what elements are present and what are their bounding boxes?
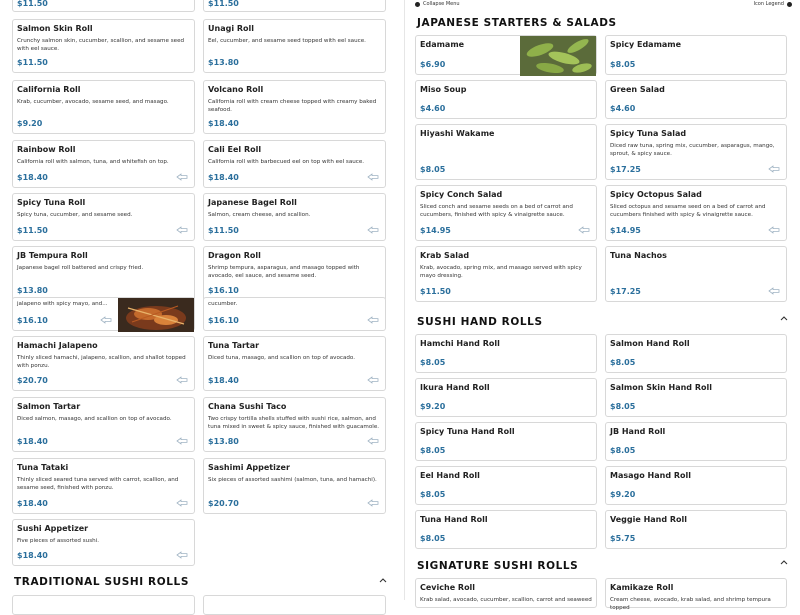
item-name: Spicy Conch Salad	[420, 190, 503, 199]
item-price: $8.05	[420, 534, 446, 543]
item-price: $4.60	[610, 104, 636, 113]
item-description: Krab salad, avocado, cucumber, scallion, carrot and seaweed	[420, 597, 592, 603]
share-icon[interactable]	[367, 437, 379, 445]
item-price: $4.60	[420, 104, 446, 113]
menu-item-card[interactable]	[203, 336, 386, 391]
section-title-traditional: TRADITIONAL SUSHI ROLLS	[14, 576, 190, 588]
menu-item-card[interactable]	[12, 297, 195, 331]
item-description: Crunchy salmon skin, cucumber, scallion, and sesame seed with eel sauce.	[17, 38, 185, 53]
item-price: $11.50	[420, 287, 451, 296]
item-description: Diced salmon, masago, and scallion on top of avocado.	[17, 416, 172, 422]
item-name: Tuna Tartar	[208, 341, 260, 350]
hand-roll-card[interactable]	[605, 466, 787, 505]
menu-item-card[interactable]	[203, 193, 386, 241]
item-description: Eel, cucumber, and sesame seed topped with eel sauce.	[208, 38, 366, 44]
menu-item-card[interactable]	[415, 124, 597, 180]
item-price: $8.05	[610, 358, 636, 367]
collapse-caret-icon[interactable]	[779, 558, 789, 566]
item-price: $9.20	[17, 119, 43, 128]
menu-item-card[interactable]	[605, 246, 787, 302]
item-name: Spicy Tuna Hand Roll	[420, 427, 515, 436]
item-price: $18.40	[208, 119, 239, 128]
item-name: Spicy Tuna Salad	[610, 129, 687, 138]
item-name: Miso Soup	[420, 85, 467, 94]
menu-item-card[interactable]	[12, 193, 195, 241]
item-price: $18.40	[208, 376, 239, 385]
item-name: Spicy Octopus Salad	[610, 190, 702, 199]
hand-roll-card[interactable]	[415, 334, 597, 373]
item-description: Thinly sliced seared tuna served with carrot, scallion, and sesame seed, finished with ponzu.	[17, 477, 179, 492]
item-price: $18.40	[17, 437, 48, 446]
menu-item-card[interactable]	[12, 519, 195, 566]
left-menu-column	[0, 0, 400, 600]
share-icon[interactable]	[176, 376, 188, 384]
menu-item-card[interactable]	[12, 19, 195, 73]
share-icon[interactable]	[367, 173, 379, 181]
menu-item-card[interactable]	[415, 185, 597, 241]
section-title-signature: SIGNATURE SUSHI ROLLS	[417, 560, 579, 572]
item-description: Diced raw tuna, spring mix, cucumber, asparagus, mango, sprout, & spicy sauce.	[610, 143, 775, 158]
collapse-menu-label: Collapse Menu	[423, 1, 460, 7]
item-description: Thinly sliced hamachi, jalapeno, scallion, and shallot topped with ponzu.	[17, 355, 186, 370]
item-price: $11.50	[208, 0, 239, 8]
hand-roll-card[interactable]	[605, 422, 787, 461]
item-name: Salmon Skin Roll	[17, 24, 93, 33]
item-price: $13.80	[17, 286, 48, 295]
menu-item-card[interactable]	[605, 80, 787, 119]
icon-legend-button[interactable]	[754, 1, 792, 7]
menu-item-card[interactable]	[12, 336, 195, 391]
item-price: $16.10	[17, 316, 48, 325]
item-name: Salmon Skin Hand Roll	[610, 383, 712, 392]
item-price: $11.50	[17, 58, 48, 67]
item-price: $20.70	[17, 376, 48, 385]
item-description: Six pieces of assorted sashimi (salmon, tuna, and hamachi).	[208, 477, 377, 483]
hand-roll-card[interactable]	[415, 378, 597, 417]
item-name: Tuna Tataki	[17, 463, 69, 472]
item-price: $5.75	[610, 534, 636, 543]
menu-item-card[interactable]	[203, 595, 386, 615]
menu-item-card[interactable]	[12, 80, 195, 134]
item-name: Rainbow Roll	[17, 145, 76, 154]
item-description: Japanese bagel roll battered and crispy fried.	[17, 265, 144, 271]
item-description: Salmon, cream cheese, and scallion.	[208, 212, 311, 218]
share-icon[interactable]	[176, 226, 188, 234]
hand-roll-card[interactable]	[605, 378, 787, 417]
item-description: cucumber.	[208, 301, 238, 307]
menu-item-card[interactable]	[12, 0, 195, 12]
item-price: $18.40	[208, 173, 239, 182]
item-name: Spicy Tuna Roll	[17, 198, 86, 207]
item-price: $20.70	[208, 499, 239, 508]
hand-roll-card[interactable]	[415, 510, 597, 549]
share-icon[interactable]	[176, 499, 188, 507]
menu-item-card[interactable]	[203, 80, 386, 134]
menu-item-card[interactable]	[203, 0, 386, 12]
menu-item-card[interactable]	[203, 297, 386, 331]
share-icon[interactable]	[768, 165, 780, 173]
item-price: $16.10	[208, 286, 239, 295]
menu-item-card[interactable]	[605, 35, 787, 75]
share-icon[interactable]	[367, 376, 379, 384]
item-description: California roll with cream cheese topped with creamy baked seafood.	[208, 99, 377, 114]
item-price: $8.05	[610, 402, 636, 411]
share-icon[interactable]	[578, 226, 590, 234]
item-price: $8.05	[420, 490, 446, 499]
hand-roll-card[interactable]	[415, 466, 597, 505]
item-price: $8.05	[420, 358, 446, 367]
item-price: $6.90	[420, 60, 446, 69]
item-name: Ikura Hand Roll	[420, 383, 490, 392]
share-icon[interactable]	[768, 226, 780, 234]
item-name: Tuna Hand Roll	[420, 515, 488, 524]
item-description: jalapeno with spicy mayo, and...	[17, 301, 108, 307]
section-title-starters: JAPANESE STARTERS & SALADS	[417, 17, 617, 29]
item-name: California Roll	[17, 85, 81, 94]
top-toolbar	[415, 0, 792, 10]
share-icon[interactable]	[176, 551, 188, 559]
menu-item-card[interactable]	[203, 397, 386, 452]
item-name: Green Salad	[610, 85, 665, 94]
menu-item-card[interactable]	[415, 246, 597, 302]
collapse-caret-icon[interactable]	[779, 314, 789, 322]
item-price: $8.05	[420, 165, 446, 174]
menu-item-card[interactable]	[203, 140, 386, 188]
menu-item-card[interactable]	[605, 185, 787, 241]
item-name: JB Hand Roll	[610, 427, 666, 436]
item-name: Spicy Edamame	[610, 40, 682, 49]
section-title-hand-rolls: SUSHI HAND ROLLS	[417, 316, 543, 328]
item-description: Shrimp tempura, asparagus, and masago topped with avocado, eel sauce, and sesame seed.	[208, 265, 360, 280]
menu-item-card[interactable]	[203, 458, 386, 514]
food-photo	[520, 36, 596, 76]
menu-item-card[interactable]	[12, 140, 195, 188]
item-price: $8.05	[610, 60, 636, 69]
share-icon[interactable]	[367, 499, 379, 507]
item-description: Sliced octopus and sesame seed on a bed of carrot and cucumbers finished with spicy & vinaigrette sauce.	[610, 204, 766, 219]
item-price: $11.50	[17, 0, 48, 8]
collapse-caret-icon[interactable]	[378, 576, 388, 584]
item-name: Ceviche Roll	[420, 583, 476, 592]
menu-item-card[interactable]	[12, 595, 195, 615]
item-price: $17.25	[610, 287, 641, 296]
item-description: Diced tuna, masago, and scallion on top of avocado.	[208, 355, 356, 361]
item-description: California roll with barbecued eel on top with eel sauce.	[208, 159, 365, 165]
share-icon[interactable]	[100, 316, 112, 324]
share-icon[interactable]	[768, 287, 780, 295]
menu-item-card[interactable]	[12, 246, 195, 301]
item-name: Chana Sushi Taco	[208, 402, 287, 411]
item-description: Krab, cucumber, avocado, sesame seed, and masago.	[17, 99, 169, 105]
item-price: $9.20	[420, 402, 446, 411]
item-name: Unagi Roll	[208, 24, 254, 33]
item-price: $14.95	[610, 226, 641, 235]
item-name: Hiyashi Wakame	[420, 129, 495, 138]
item-name: Krab Salad	[420, 251, 470, 260]
menu-item-card[interactable]	[605, 124, 787, 180]
item-description: Two crispy tortilla shells stuffed with sushi rice, salmon, and tuna mixed in sweet & spicy sauce, finished with guacamole.	[208, 416, 380, 431]
item-description: Cream cheese, avocado, krab salad, and shrimp tempura topped	[610, 597, 771, 612]
item-price: $13.80	[208, 437, 239, 446]
menu-item-card[interactable]	[203, 19, 386, 73]
item-price: $14.95	[420, 226, 451, 235]
item-name: Masago Hand Roll	[610, 471, 691, 480]
item-name: Hamchi Hand Roll	[420, 339, 500, 348]
item-name: Edamame	[420, 40, 465, 49]
icon-legend-label: Icon Legend	[753, 1, 784, 7]
legend-dot-icon	[787, 2, 792, 7]
menu-item-card[interactable]	[415, 35, 597, 75]
item-name: Volcano Roll	[208, 85, 264, 94]
item-name: Salmon Hand Roll	[610, 339, 690, 348]
item-name: Veggie Hand Roll	[610, 515, 688, 524]
item-price: $11.50	[208, 226, 239, 235]
collapse-menu-button[interactable]	[415, 1, 460, 7]
menu-item-card[interactable]	[415, 80, 597, 119]
right-menu-column	[404, 0, 800, 612]
item-description: Sliced conch and sesame seeds on a bed of carrot and cucumbers, finished with spicy & vinaigrette sauce.	[420, 204, 573, 219]
food-photo	[118, 298, 194, 332]
menu-item-card[interactable]	[12, 458, 195, 514]
collapse-dot-icon	[415, 2, 420, 7]
hand-roll-card[interactable]	[605, 510, 787, 549]
item-price: $17.25	[610, 165, 641, 174]
item-name: Hamachi Jalapeno	[17, 341, 98, 350]
menu-item-card[interactable]	[415, 578, 597, 608]
item-price: $8.05	[420, 446, 446, 455]
item-name: Cali Eel Roll	[208, 145, 262, 154]
share-icon[interactable]	[367, 316, 379, 324]
item-price: $11.50	[17, 226, 48, 235]
menu-item-card[interactable]	[12, 397, 195, 452]
item-name: Eel Hand Roll	[420, 471, 480, 480]
share-icon[interactable]	[176, 437, 188, 445]
item-name: Japanese Bagel Roll	[208, 198, 297, 207]
item-name: Sashimi Appetizer	[208, 463, 290, 472]
item-price: $13.80	[208, 58, 239, 67]
item-name: Tuna Nachos	[610, 251, 667, 260]
item-price: $18.40	[17, 551, 48, 560]
item-price: $18.40	[17, 499, 48, 508]
hand-roll-card[interactable]	[605, 334, 787, 373]
menu-item-card[interactable]	[605, 578, 787, 612]
menu-item-card[interactable]	[203, 246, 386, 301]
item-name: Salmon Tartar	[17, 402, 81, 411]
item-description: Krab, avocado, spring mix, and masago served with spicy mayo dressing.	[420, 265, 582, 280]
item-description: Spicy tuna, cucumber, and sesame seed.	[17, 212, 133, 218]
share-icon[interactable]	[176, 173, 188, 181]
share-icon[interactable]	[367, 226, 379, 234]
item-name: JB Tempura Roll	[17, 251, 88, 260]
item-price: $18.40	[17, 173, 48, 182]
item-price: $16.10	[208, 316, 239, 325]
item-name: Kamikaze Roll	[610, 583, 674, 592]
item-price: $9.20	[610, 490, 636, 499]
hand-roll-card[interactable]	[415, 422, 597, 461]
item-name: Dragon Roll	[208, 251, 261, 260]
item-price: $8.05	[610, 446, 636, 455]
item-description: California roll with salmon, tuna, and whitefish on top.	[17, 159, 169, 165]
item-name: Sushi Appetizer	[17, 524, 89, 533]
item-description: Five pieces of assorted sushi.	[17, 538, 100, 544]
